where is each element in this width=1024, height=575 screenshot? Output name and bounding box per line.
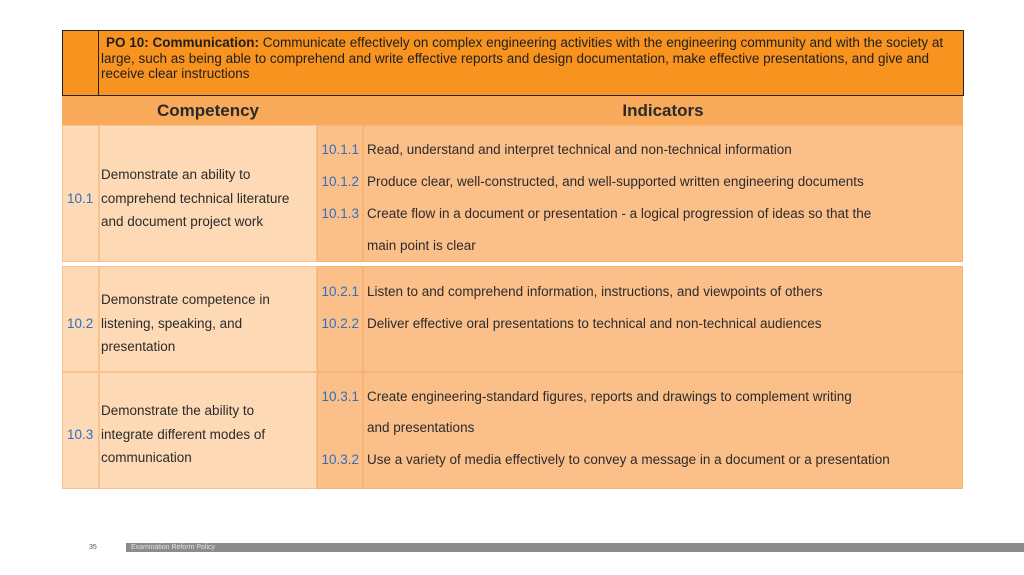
competency-text: Demonstrate the ability to integrate different modes of communication [101, 403, 266, 465]
indicator-text-continued: and presentations [367, 420, 475, 435]
indicator-text: Create flow in a document or presentation - a logical progression of ideas so that the [367, 206, 872, 221]
indicator-text: Listen to and comprehend information, instructions, and viewpoints of others [367, 284, 823, 299]
indicator-code: 10.3.1 [321, 389, 359, 404]
po-header-spacer [62, 30, 99, 96]
competency-text: Demonstrate competence in listening, speaking, and presentation [101, 292, 270, 354]
indicator-code: 10.1.1 [321, 142, 359, 157]
competency-text: Demonstrate an ability to comprehend technical literature and document project work [101, 167, 290, 229]
indicators-header: Indicators [363, 96, 963, 125]
indicator-text: Use a variety of media effectively to convey a message in a document or a presentation [367, 452, 890, 467]
competency-header: Competency [99, 96, 317, 125]
row-id: 10.1 [67, 191, 94, 206]
row-id: 10.2 [67, 316, 94, 331]
footer-label: Examination Reform Policy [131, 544, 216, 551]
po-header [98, 30, 964, 96]
header-code-cell [317, 96, 363, 125]
indicator-code: 10.2.2 [321, 316, 359, 331]
indicator-text: Read, understand and interpret technical and non-technical information [367, 142, 792, 157]
indicator-text: Deliver effective oral presentations to technical and non-technical audiences [367, 316, 822, 331]
indicator-code: 10.1.3 [321, 206, 359, 221]
indicator-text-continued: main point is clear [367, 238, 476, 253]
header-id-cell [62, 96, 99, 125]
indicator-code: 10.3.2 [321, 452, 359, 467]
indicator-text: Create engineering-standard figures, reports and drawings to complement writing [367, 389, 852, 404]
po-title: PO 10: Communication: [106, 35, 260, 50]
po-description: Communicate effectively on complex engineering activities with the engineering community and with the society at large, such as being able to comprehend and write effective reports and design documentation, make effective presentations, and give and receive clear instructions [101, 35, 944, 81]
row-id: 10.3 [67, 427, 94, 442]
indicator-code: 10.2.1 [321, 284, 359, 299]
indicator-code: 10.1.2 [321, 174, 359, 189]
indicator-text: Produce clear, well-constructed, and well-supported written engineering documents [367, 174, 864, 189]
footer-bar [126, 543, 1024, 552]
page-number: 35 [89, 544, 97, 551]
